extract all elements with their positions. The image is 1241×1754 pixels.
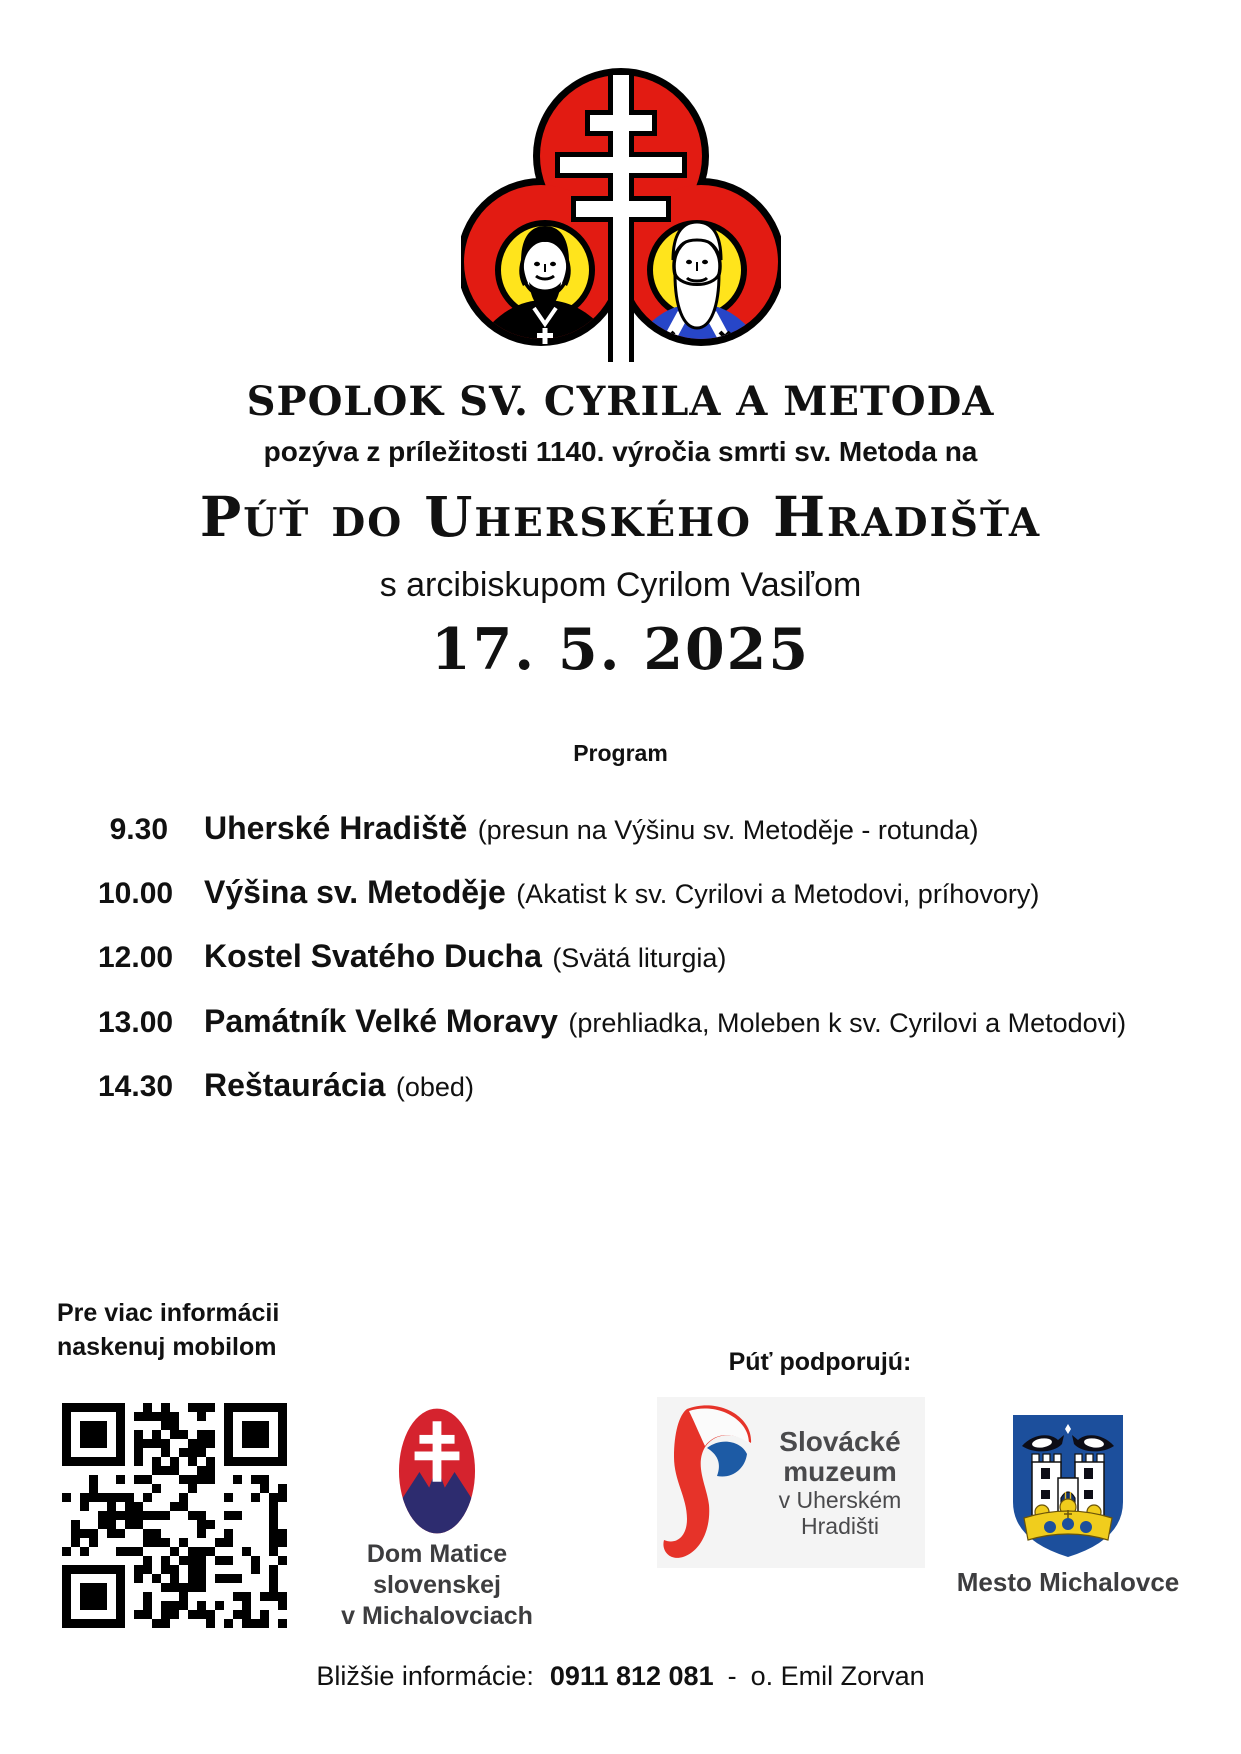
muzeum-name-line4: Hradišti (801, 1512, 879, 1539)
muzeum-name-line2: muzeum (783, 1455, 897, 1487)
program-row (98, 1067, 1218, 1104)
program-time: 10.00 (98, 877, 174, 910)
program-row (98, 1003, 1218, 1040)
program-note: (presun na Výšinu sv. Metoděje - rotunda) (477, 815, 979, 845)
footer-dash: - (727, 1661, 737, 1691)
program-row (98, 938, 1218, 975)
muzeum-caption (761, 1427, 925, 1539)
program-note: (obed) (395, 1072, 474, 1102)
supporters-heading: Púť podporujú: (728, 1348, 912, 1376)
matica-caption-line1: Dom Matice slovenskej (366, 1540, 508, 1599)
city-shield-icon (1008, 1410, 1128, 1562)
invitation-line: pozýva z príležitosti 1140. výročia smrti sv. Metoda na (263, 436, 978, 467)
matica-caption (308, 1539, 566, 1632)
program-place: Výšina sv. Metoděje (204, 874, 506, 910)
program-row (98, 874, 1218, 911)
muzeum-name-line1: Slovácké (779, 1425, 901, 1457)
footer-contact (0, 1661, 1241, 1692)
program-time: 14.30 (98, 1070, 174, 1103)
organization-title: SPOLOK SV. CYRILA A METODA (246, 378, 995, 425)
event-subtitle: s arcibiskupom Cyrilom Vasiľom (379, 566, 862, 604)
ribbon-swirl-icon (657, 1401, 761, 1564)
matica-slovenska-logo (398, 1406, 476, 1536)
program-note: (Akatist k sv. Cyrilovi a Metodovi, príhovory) (516, 879, 1040, 909)
slovacke-muzeum-logo (657, 1397, 925, 1568)
program-time: 12.00 (98, 941, 174, 974)
program-time: 9.30 (109, 813, 168, 846)
cyril-methodius-logo (461, 62, 781, 362)
event-title: Púť do Uherského Hradišťa (199, 484, 1042, 549)
matica-caption-line2: v Michalovciach (341, 1602, 533, 1630)
program-place: Uherské Hradiště (204, 810, 468, 846)
muzeum-name-line3: v Uherském (778, 1486, 902, 1513)
qr-caption-line1: Pre viac informácii (57, 1299, 280, 1327)
michalovce-caption: Mesto Michalovce (956, 1567, 1180, 1597)
qr-code (62, 1403, 287, 1628)
trefoil-cross-icon (461, 62, 781, 362)
program-time: 13.00 (98, 1006, 174, 1039)
footer-phone: 0911 812 081 (549, 1661, 714, 1691)
program-note: (prehliadka, Moleben k sv. Cyrilovi a Metodovi) (568, 1008, 1127, 1038)
program-place: Památník Velké Moravy (204, 1003, 558, 1039)
qr-code-icon (62, 1403, 287, 1628)
program-heading: Program (573, 740, 668, 766)
program-row (98, 810, 1218, 847)
footer-label: Bližšie informácie: (316, 1661, 534, 1691)
program-place: Reštaurácia (204, 1067, 386, 1103)
program-note: (Svätá liturgia) (552, 943, 727, 973)
qr-caption-line2: naskenuj mobilom (57, 1333, 277, 1361)
matica-emblem-icon (398, 1406, 476, 1536)
event-date: 17. 5. 2025 (430, 616, 810, 683)
footer-contact-name: o. Emil Zorvan (750, 1661, 925, 1691)
michalovce-coat-of-arms (1008, 1410, 1128, 1562)
qr-caption (57, 1296, 279, 1364)
program-place: Kostel Svatého Ducha (204, 938, 542, 974)
